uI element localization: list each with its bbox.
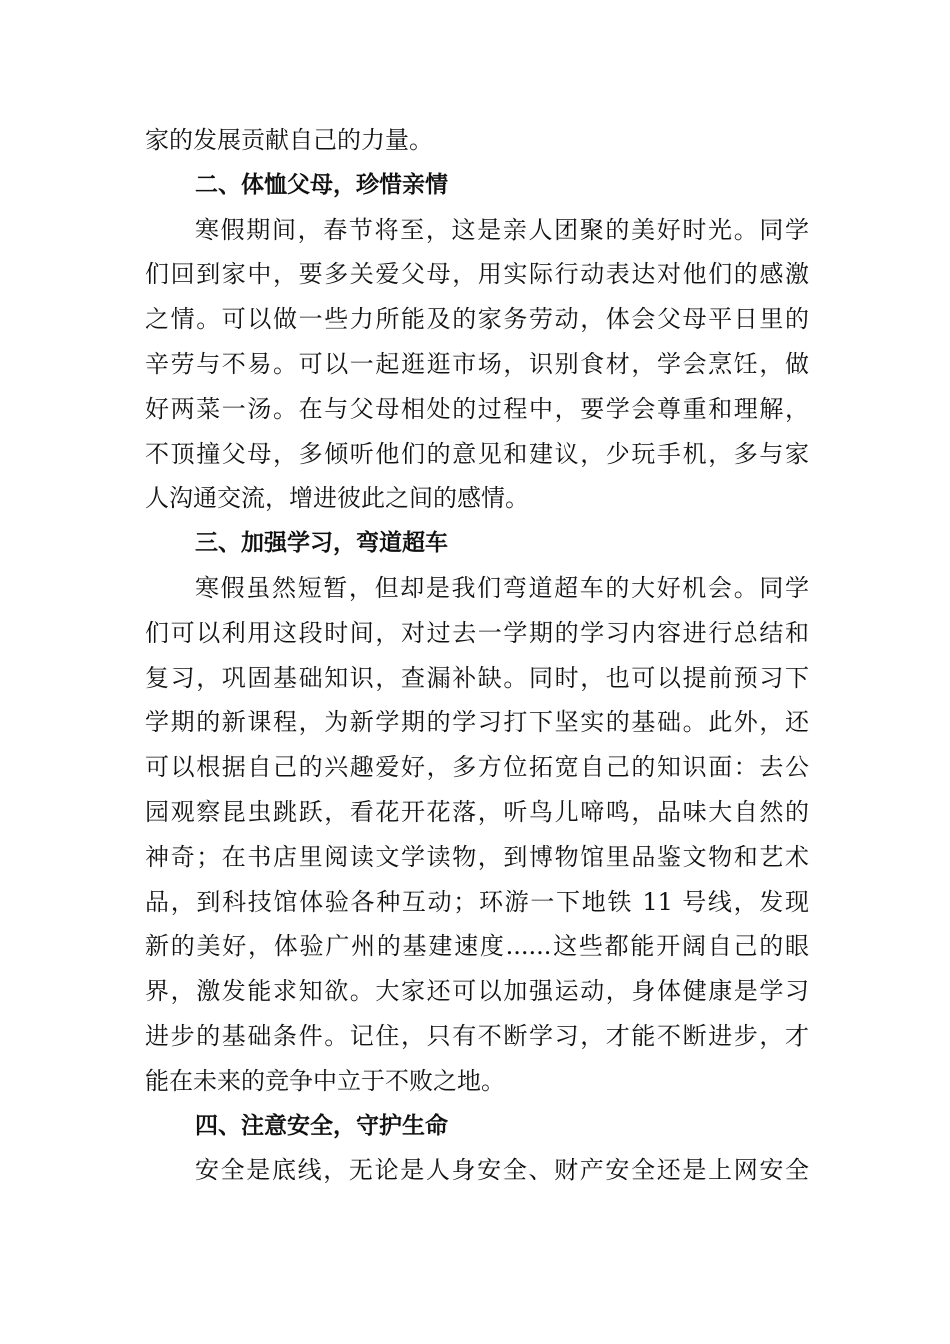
paragraph-line: 能在未来的竞争中立于不败之地。 <box>145 1066 505 1095</box>
paragraph-line: 寒假虽然短暂，但却是我们弯道超车的大好机会。同学 <box>195 573 809 602</box>
paragraph-line: 可以根据自己的兴趣爱好，多方位拓宽自己的知识面：去公 <box>145 753 809 782</box>
paragraph-line: 神奇；在书店里阅读文学读物，到博物馆里品鉴文物和艺术 <box>145 842 809 871</box>
paragraph-line: 人沟通交流，增进彼此之间的感情。 <box>145 484 529 513</box>
section-heading: 三、加强学习，弯道超车 <box>195 530 448 557</box>
paragraph-line: 复习，巩固基础知识，查漏补缺。同时，也可以提前预习下 <box>145 663 809 692</box>
paragraph-line: 品，到科技馆体验各种互动；环游一下地铁 11 号线，发现 <box>145 887 809 916</box>
paragraph-line: 园观察昆虫跳跃，看花开花落，听鸟儿啼鸣，品味大自然的 <box>145 797 809 826</box>
paragraph-line: 不顶撞父母，多倾听他们的意见和建议，少玩手机，多与家 <box>145 439 809 468</box>
paragraph-line: 寒假期间，春节将至，这是亲人团聚的美好时光。同学 <box>195 215 809 244</box>
section-heading: 二、体恤父母，珍惜亲情 <box>195 171 448 198</box>
paragraph-line: 学期的新课程，为新学期的学习打下坚实的基础。此外，还 <box>145 708 809 737</box>
paragraph-line: 辛劳与不易。可以一起逛逛市场，识别食材，学会烹饪，做 <box>145 349 809 378</box>
section-heading: 四、注意安全，守护生命 <box>195 1112 448 1139</box>
paragraph-line: 们回到家中，要多关爱父母，用实际行动表达对他们的感激 <box>145 260 809 289</box>
paragraph-line: 好两菜一汤。在与父母相处的过程中，要学会尊重和理解， <box>145 394 809 423</box>
paragraph-line: 新的美好，体验广州的基建速度......这些都能开阔自己的眼 <box>145 932 809 961</box>
paragraph-line: 进步的基础条件。记住，只有不断学习，才能不断进步，才 <box>145 1021 809 1050</box>
paragraph-line: 之情。可以做一些力所能及的家务劳动，体会父母平日里的 <box>145 305 809 334</box>
paragraph-line: 家的发展贡献自己的力量。 <box>145 126 433 154</box>
document-body <box>145 118 809 1193</box>
paragraph-line: 们可以利用这段时间，对过去一学期的学习内容进行总结和 <box>145 618 809 647</box>
paragraph-line: 界，激发能求知欲。大家还可以加强运动，身体健康是学习 <box>145 977 809 1006</box>
paragraph-line: 安全是底线，无论是人身安全、财产安全还是上网安全 <box>195 1156 809 1185</box>
